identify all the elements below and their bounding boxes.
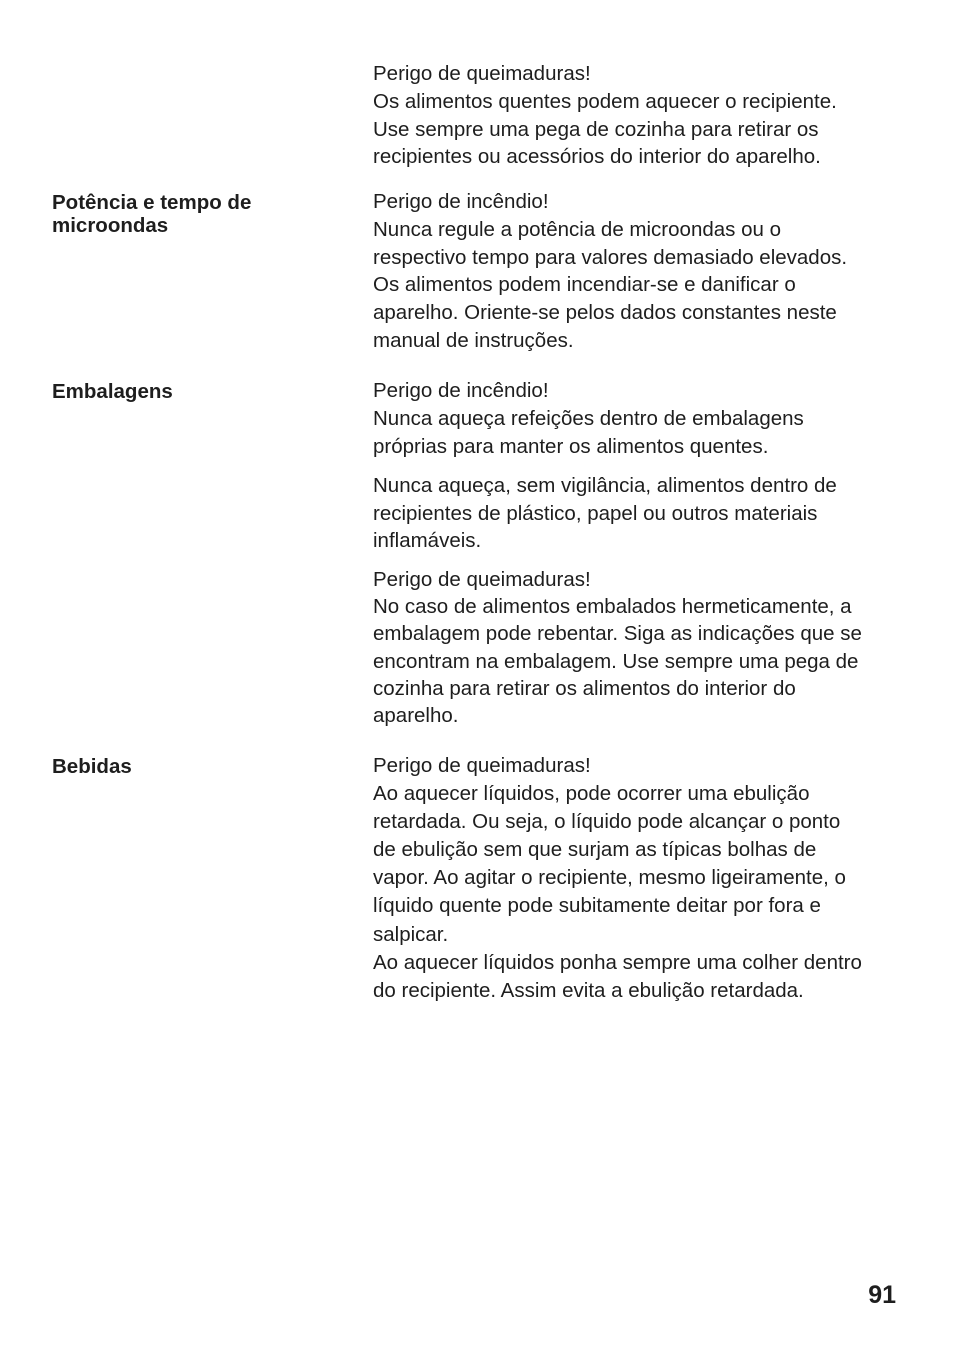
- section-heading: [52, 755, 312, 778]
- text-line: cozinha para retirar os alimentos do interior do: [373, 676, 796, 700]
- heading-line: microondas: [52, 214, 169, 237]
- heading-line: Embalagens: [52, 380, 173, 403]
- paragraph: [373, 566, 913, 729]
- text-line: Ao aquecer líquidos ponha sempre uma colher dentro: [373, 950, 862, 974]
- section-heading: [52, 191, 312, 237]
- paragraph: [373, 752, 913, 1005]
- text-line: manual de instruções.: [373, 328, 574, 352]
- text-line: do recipiente. Assim evita a ebulição retardada.: [373, 978, 804, 1002]
- text-line: Nunca aqueça refeições dentro de embalagens: [373, 406, 804, 430]
- text-line: próprias para manter os alimentos quentes.: [373, 434, 769, 458]
- text-line: Use sempre uma pega de cozinha para retirar os: [373, 117, 819, 141]
- text-line: de ebulição sem que surjam as típicas bolhas de: [373, 838, 817, 862]
- text-line: Nunca aqueça, sem vigilância, alimentos dentro de: [373, 474, 837, 498]
- text-line: salpicar.: [373, 922, 449, 946]
- section-heading: [52, 380, 312, 403]
- heading-line: Bebidas: [52, 755, 132, 778]
- text-line: Os alimentos podem incendiar-se e danificar o: [373, 273, 796, 297]
- text-line: aparelho.: [373, 704, 459, 728]
- heading-line: Potência e tempo de: [52, 191, 252, 214]
- text-line: aparelho. Oriente-se pelos dados constantes neste: [373, 301, 837, 325]
- text-line: Ao aquecer líquidos, pode ocorrer uma ebulição: [373, 782, 810, 806]
- text-line: recipientes ou acessórios do interior do aparelho.: [373, 145, 821, 169]
- text-line: vapor. Ao agitar o recipiente, mesmo ligeiramente, o: [373, 866, 846, 890]
- text-line: Perigo de incêndio!: [373, 379, 549, 402]
- text-line: líquido quente pode subitamente deitar por fora e: [373, 894, 821, 918]
- text-line: embalagem pode rebentar. Siga as indicações que se: [373, 622, 862, 646]
- section-body: [373, 188, 913, 367]
- text-line: inflamáveis.: [373, 528, 482, 552]
- paragraph: [373, 60, 913, 171]
- section-body: [373, 377, 913, 741]
- paragraph: [373, 188, 913, 355]
- section-body: [373, 752, 913, 1017]
- text-line: Perigo de queimaduras!: [373, 62, 591, 85]
- text-line: Perigo de queimaduras!: [373, 568, 591, 591]
- text-line: Perigo de queimaduras!: [373, 754, 591, 777]
- section-body: [373, 60, 913, 183]
- text-line: No caso de alimentos embalados hermeticamente, a: [373, 595, 852, 619]
- text-line: encontram na embalagem. Use sempre uma pega de: [373, 649, 859, 673]
- text-line: Perigo de incêndio!: [373, 190, 549, 213]
- text-line: retardada. Ou seja, o líquido pode alcançar o ponto: [373, 810, 841, 834]
- text-line: Os alimentos quentes podem aquecer o recipiente.: [373, 89, 837, 113]
- text-line: recipientes de plástico, papel ou outros materiais: [373, 501, 818, 525]
- page-number: 91: [868, 1281, 896, 1309]
- paragraph: [373, 472, 913, 554]
- text-line: Nunca regule a potência de microondas ou o: [373, 217, 781, 241]
- text-line: respectivo tempo para valores demasiado elevados.: [373, 245, 848, 269]
- paragraph: [373, 377, 913, 460]
